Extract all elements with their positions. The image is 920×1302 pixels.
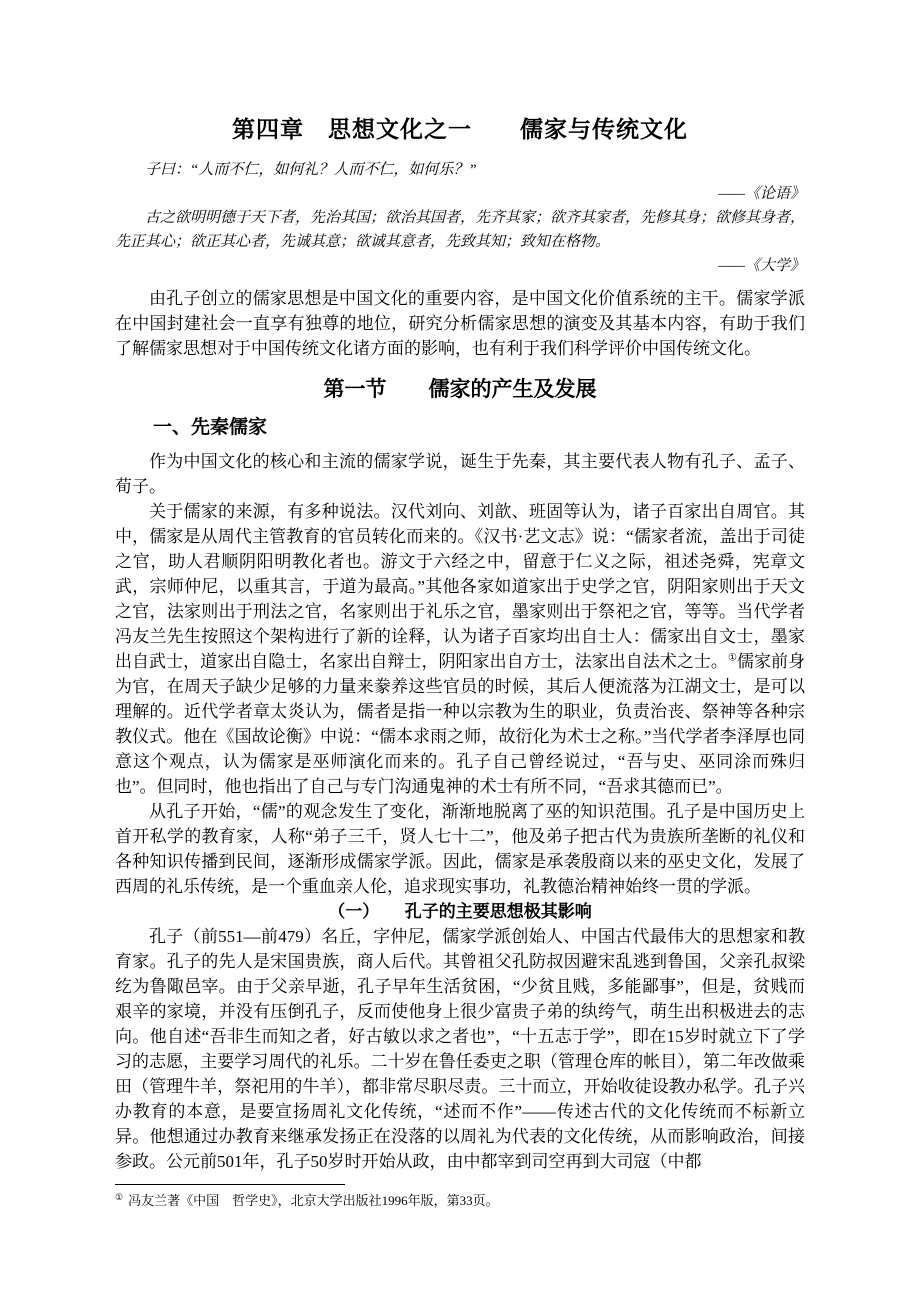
paragraph-origins <box>115 499 805 799</box>
subsubsection-title: （一） 孔子的主要思想极其影响 <box>328 902 592 921</box>
footnote-text: 冯友兰著《中国 哲学史》，北京大学出版社1996年版，第33页。 <box>128 1193 499 1208</box>
paragraph-origins-part1: 关于儒家的来源，有多种说法。汉代刘向、刘歆、班固等认为，诸子百家出自周官。其中，儒家是从周代主管教育的官员转化而来的。《汉书·艺文志》说：“儒家者流，盖出于司徒之官，助人君顺阴阳明教化者也。游文于六经之中，留意于仁义之际，祖述尧舜，宪章文武，宗师仲尼，以重其言，于道为最高。”其他各家如道家出于史学之官，阴阳家则出于天文之官，法家则出于刑法之官，名家则出于礼乐之官，墨家则出于祭祀之官，等等。当代学者冯友兰先生按照这个架构进行了新的诠释，认为诸子百家均出自士人：儒家出自文士，墨家出自武士，道家出自隐士，名家出自辩士，阴阳家出自方士，法家出自法术之士。 <box>115 502 805 671</box>
epigraph-analects-attribution: ——《论语》 <box>718 186 805 202</box>
paragraph-overview: 作为中国文化的核心和主流的儒家学说，诞生于先秦，其主要代表人物有孔子、孟子、荀子。 <box>115 452 805 496</box>
footnote-reference-1: ① <box>727 652 737 664</box>
section-title: 第一节 儒家的产生及发展 <box>323 377 597 401</box>
epigraph-daxue-text: 古之欲明明德于天下者，先治其国；欲治其国者，先齐其家；欲齐其家者，先修其身；欲修其身者，先正其心；欲正其心者，先诚其意；欲诚其意者，先致其知；致知在格物。 <box>115 210 806 250</box>
epigraph-analects <box>115 158 805 206</box>
epigraph-daxue <box>115 206 805 278</box>
epigraph-daxue-attribution: ——《大学》 <box>718 258 805 274</box>
footnote-area <box>115 1184 805 1210</box>
subsection-title: 一、先秦儒家 <box>153 417 268 438</box>
intro-paragraph: 由孔子创立的儒家思想是中国文化的重要内容，是中国文化价值系统的主干。儒家学派在中国封建社会一直享有独尊的地位，研究分析儒家思想的演变及其基本内容，有助于我们了解儒家思想对于中国传统文化诸方面的影响，也有利于我们科学评价中国传统文化。 <box>115 289 805 358</box>
epigraph-analects-text: 子曰：“人而不仁，如何礼？人而不仁，如何乐？” <box>145 162 477 178</box>
paragraph-origins-part2: 儒家前身为官，在周天子缺少足够的力量来豢养这些官员的时候，其后人便流落为江湖文士，是可以理解的。近代学者章太炎认为，儒者是指一种以宗教为生的职业，负责治丧、祭神等各种宗教仪式。他在《国故论衡》中说：“儒本求雨之师，故衍化为术士之称。”当代学者李泽厚也同意这个观点，认为儒家是巫师演化而来的。孔子自己曾经说过，“吾与史、巫同涂而殊归也”。但同时，他也指出了自己与专门沟通鬼神的术士有所不同，“吾求其德而已”。 <box>115 652 806 796</box>
footnote-marker: ① <box>115 1191 124 1202</box>
paragraph-evolution: 从孔子开始，“儒”的观念发生了变化，渐渐地脱离了巫的知识范围。孔子是中国历史上首开私学的教育家，人称“弟子三千，贤人七十二”，他及弟子把古代为贵族所垄断的礼仪和各种知识传播到民间，逐渐形成儒家学派。因此，儒家是承袭殷商以来的巫史文化，发展了西周的礼乐传统，是一个重血亲人伦，追求现实事功，礼教德治精神始终一贯的学派。 <box>115 802 805 896</box>
footnote-separator-rule <box>115 1184 345 1185</box>
footnote <box>115 1192 805 1210</box>
chapter-title: 第四章 思想文化之一 儒家与传统文化 <box>232 117 688 142</box>
paragraph-confucius: 孔子（前551—前479）名丘，字仲尼，儒家学派创始人、中国古代最伟大的思想家和教育家。孔子的先人是宋国贵族，商人后代。其曾祖父孔防叔因避宋乱逃到鲁国，父亲孔叔梁纥为鲁陬邑宰。由于父亲早逝，孔子早年生活贫困，“少贫且贱，多能鄙事”，但是，贫贱而艰辛的家境，并没有压倒孔子，反而使他身上很少富贵子弟的纨绔气，萌生出积极进去的志向。他自述“吾非生而知之者，好古敏以求之者也”，“十五志于学”，即在15岁时就立下了学习的志愿，主要学习周代的礼乐。二十岁在鲁任委吏之职（管理仓库的帐目），第二年改做乘田（管理牛羊，祭祀用的牛羊），都非常尽职尽责。三十而立，开始收徒设教办私学。孔子兴办教育的本意，是要宣扬周礼文化传统，“述而不作”——传述古代的文化传统而不标新立异。他想通过办教育来继承发扬正在没落的以周礼为代表的文化传统，从而影响政治，间接参政。公元前501年，孔子50岁时开始从政，由中都宰到司空再到大司寇（中都 <box>115 927 805 1171</box>
